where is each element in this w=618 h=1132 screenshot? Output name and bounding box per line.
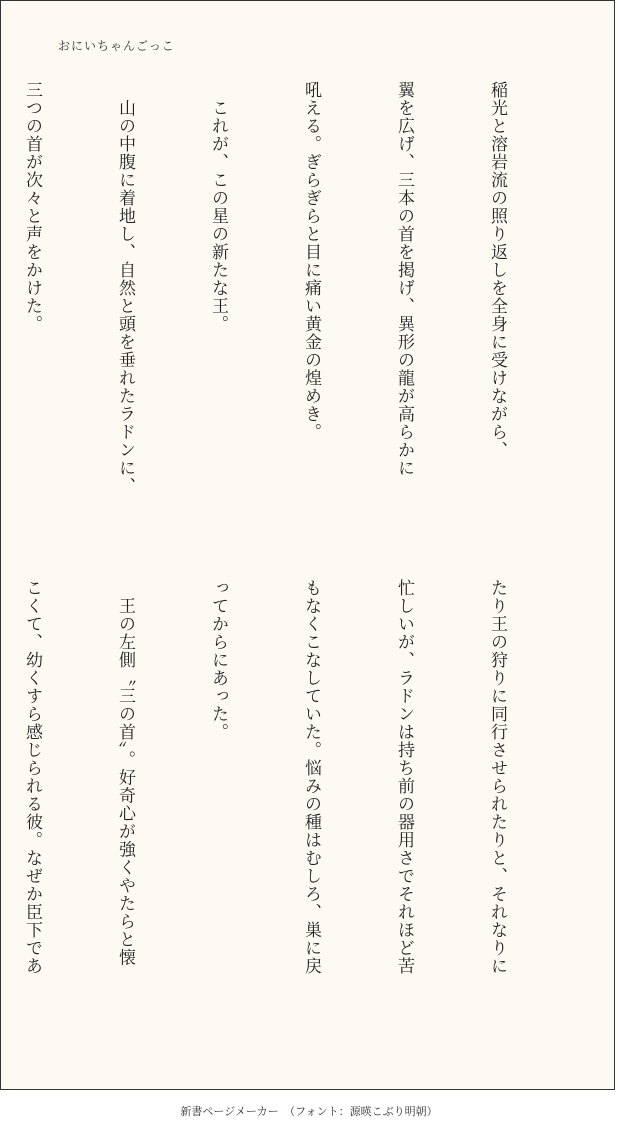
text-line: ってからにあった。 [208,579,228,741]
page-title: おにいちゃんごっこ [58,39,175,53]
text-column-top [0,81,574,551]
text-line: 王の左側〝三の首〟。好奇心が強くやたらと懐 [115,579,135,967]
text-line: 三つの首が次々と声をかけた。 [22,81,42,333]
footer-credit: 新書ページメーカー （フォント：源暎こぶり明朝） [180,1105,438,1118]
text-line: たり王の狩りに同行させられたりと、それなりに [487,579,507,975]
text-line: 吼える。ぎらぎらと目に痛い黄金の煌めき。 [301,81,321,441]
text-line: 稲光と溶岩流の照り返しを全身に受けながら、 [487,81,507,459]
text-line: もなくこなしていた。悩みの種はむしろ、巣に戻 [301,579,321,975]
text-line: こくて、幼くすら感じられる彼。なぜか臣下であ [22,579,42,975]
text-line: これが、この星の新たな王。 [208,81,228,333]
text-column-bottom [0,579,574,1049]
text-line: 山の中腹に着地し、自然と頭を垂れたラドンに、 [115,81,135,495]
text-line: 忙しいが、ラドンは持ち前の器用さでそれほど苦 [394,579,414,975]
text-line: 翼を広げ、三本の首を掲げ、異形の龍が高らかに [394,81,414,477]
